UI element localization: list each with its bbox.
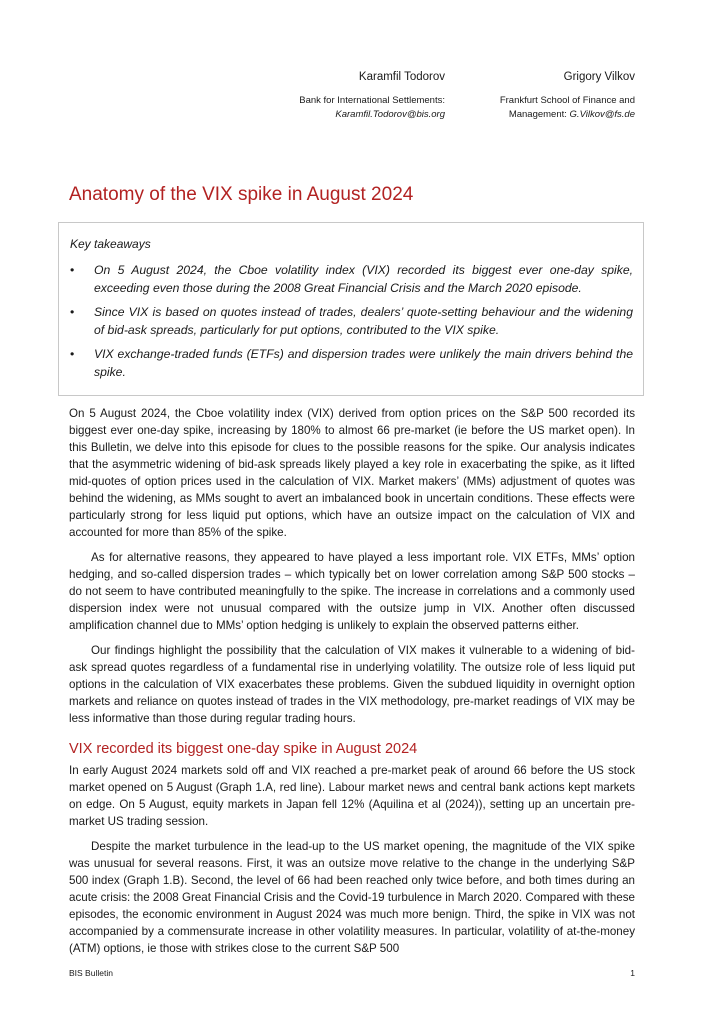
author-vilkov (480, 70, 635, 122)
key-takeaway-text: Since VIX is based on quotes instead of trades, dealers’ quote-setting behaviour and the widening of bid-ask spreads, particularly for put options, contributed to the VIX spike. (94, 305, 633, 337)
key-takeaways-heading: Key takeaways (70, 237, 151, 251)
page-number: 1 (630, 968, 635, 978)
body-text (69, 405, 635, 965)
section-paragraph-2: Despite the market turbulence in the lead-up to the US market opening, the magnitude of the VIX spike was unusual for several reasons. First, it was an outsize move relative to the change in the underlying S&P 500 index (Graph 1.B). Second, the level of 66 had been reached only twice before, and both times during an acute crisis: the 2008 Great Financial Crisis and the Covid-19 turbulence in March 2020. Compared with these episodes, the economic environment in August 2024 was much more benign. Third, the spike in VIX was not accompanied by a commensurate increase in other volatility measures. In particular, volatility of at-the-money (ATM) options, ie those with strikes close to the current S&P 500 (69, 840, 635, 955)
intro-paragraph-1: On 5 August 2024, the Cboe volatility index (VIX) derived from option prices on the S&P 500 recorded its biggest ever one-day spike, increasing by 180% to almost 66 pre-market (ie before the US market open). In this Bulletin, we delve into this episode for clues to the possible reasons for the spike. Our analysis indicates that the asymmetric widening of bid-ask spreads likely played a key role in exacerbating the spike, as it lifted mid-quotes of option prices used in the calculation of VIX. Market makers’ (MMs) adjustment of quotes was behind the widening, as MMs sought to avert an imbalanced book in uncertain conditions. These effects were particularly strong for less liquid put options, which have an outsize impact on the calculation of VIX and accounted for more than 85% of the spike. (69, 407, 635, 539)
key-takeaways-box (58, 222, 644, 396)
author-email[interactable]: G.Vilkov@fs.de (569, 109, 635, 120)
author-email[interactable]: Karamfil.Todorov@bis.org (335, 109, 445, 120)
author-email-prefix: Management: (508, 109, 567, 120)
author-name: Karamfil Todorov (358, 71, 445, 83)
key-takeaways-list (70, 261, 633, 381)
bulletin-title: Anatomy of the VIX spike in August 2024 (69, 184, 414, 205)
bullet-icon: • (70, 305, 75, 319)
author-name: Grigory Vilkov (563, 71, 635, 83)
author-affiliation: Frankfurt School of Finance and (499, 95, 635, 106)
key-takeaway-item (70, 303, 633, 339)
key-takeaway-text: On 5 August 2024, the Cboe volatility index (VIX) recorded its biggest ever one-day spike, exceeding even those during the 2008 Great Financial Crisis and the March 2020 episode. (94, 263, 633, 295)
author-todorov (290, 70, 445, 122)
section-paragraph-1: In early August 2024 markets sold off and VIX reached a pre-market peak of around 66 before the US stock market opened on 5 August (Graph 1.A, red line). Labour market news and central bank actions kept markets on edge. On 5 August, equity markets in Japan fell 12% (Aquilina et al (2024)), setting up an uncertain pre-market US trading session. (69, 764, 635, 828)
key-takeaway-item (70, 261, 633, 297)
intro-paragraph-3: Our findings highlight the possibility that the calculation of VIX makes it vulnerable to a widening of bid-ask spread quotes regardless of a fundamental rise in underlying volatility. The outsize role of less liquid put options in the calculation of VIX exacerbates these problems. Given the subdued liquidity in overnight option markets and reliance on quotes instead of trades in the VIX methodology, pre-market readings of VIX may be less informative than those during regular trading hours. (69, 644, 635, 725)
key-takeaway-text: VIX exchange-traded funds (ETFs) and dispersion trades were unlikely the main drivers behind the spike. (94, 347, 633, 379)
footer-publication: BIS Bulletin (69, 968, 113, 978)
bullet-icon: • (70, 263, 75, 277)
bullet-icon: • (70, 347, 75, 361)
author-email-line (480, 108, 635, 122)
key-takeaway-item (70, 345, 633, 381)
author-affiliation: Bank for International Settlements: (299, 95, 445, 106)
section-heading: VIX recorded its biggest one-day spike in August 2024 (69, 741, 418, 757)
intro-paragraph-2: As for alternative reasons, they appeared to have played a less important role. VIX ETFs, MMs’ option hedging, and so-called dispersion trades – which typically bet on lower correlation among S&P 500 stocks – do not seem to have contributed meaningfully to the spike. The increase in correlations and a commonly used dispersion index were not unusual compared with the outsize jump in VIX. Another often discussed amplification channel due to MMs’ option hedging is unlikely to explain the observed patterns either. (69, 551, 635, 632)
